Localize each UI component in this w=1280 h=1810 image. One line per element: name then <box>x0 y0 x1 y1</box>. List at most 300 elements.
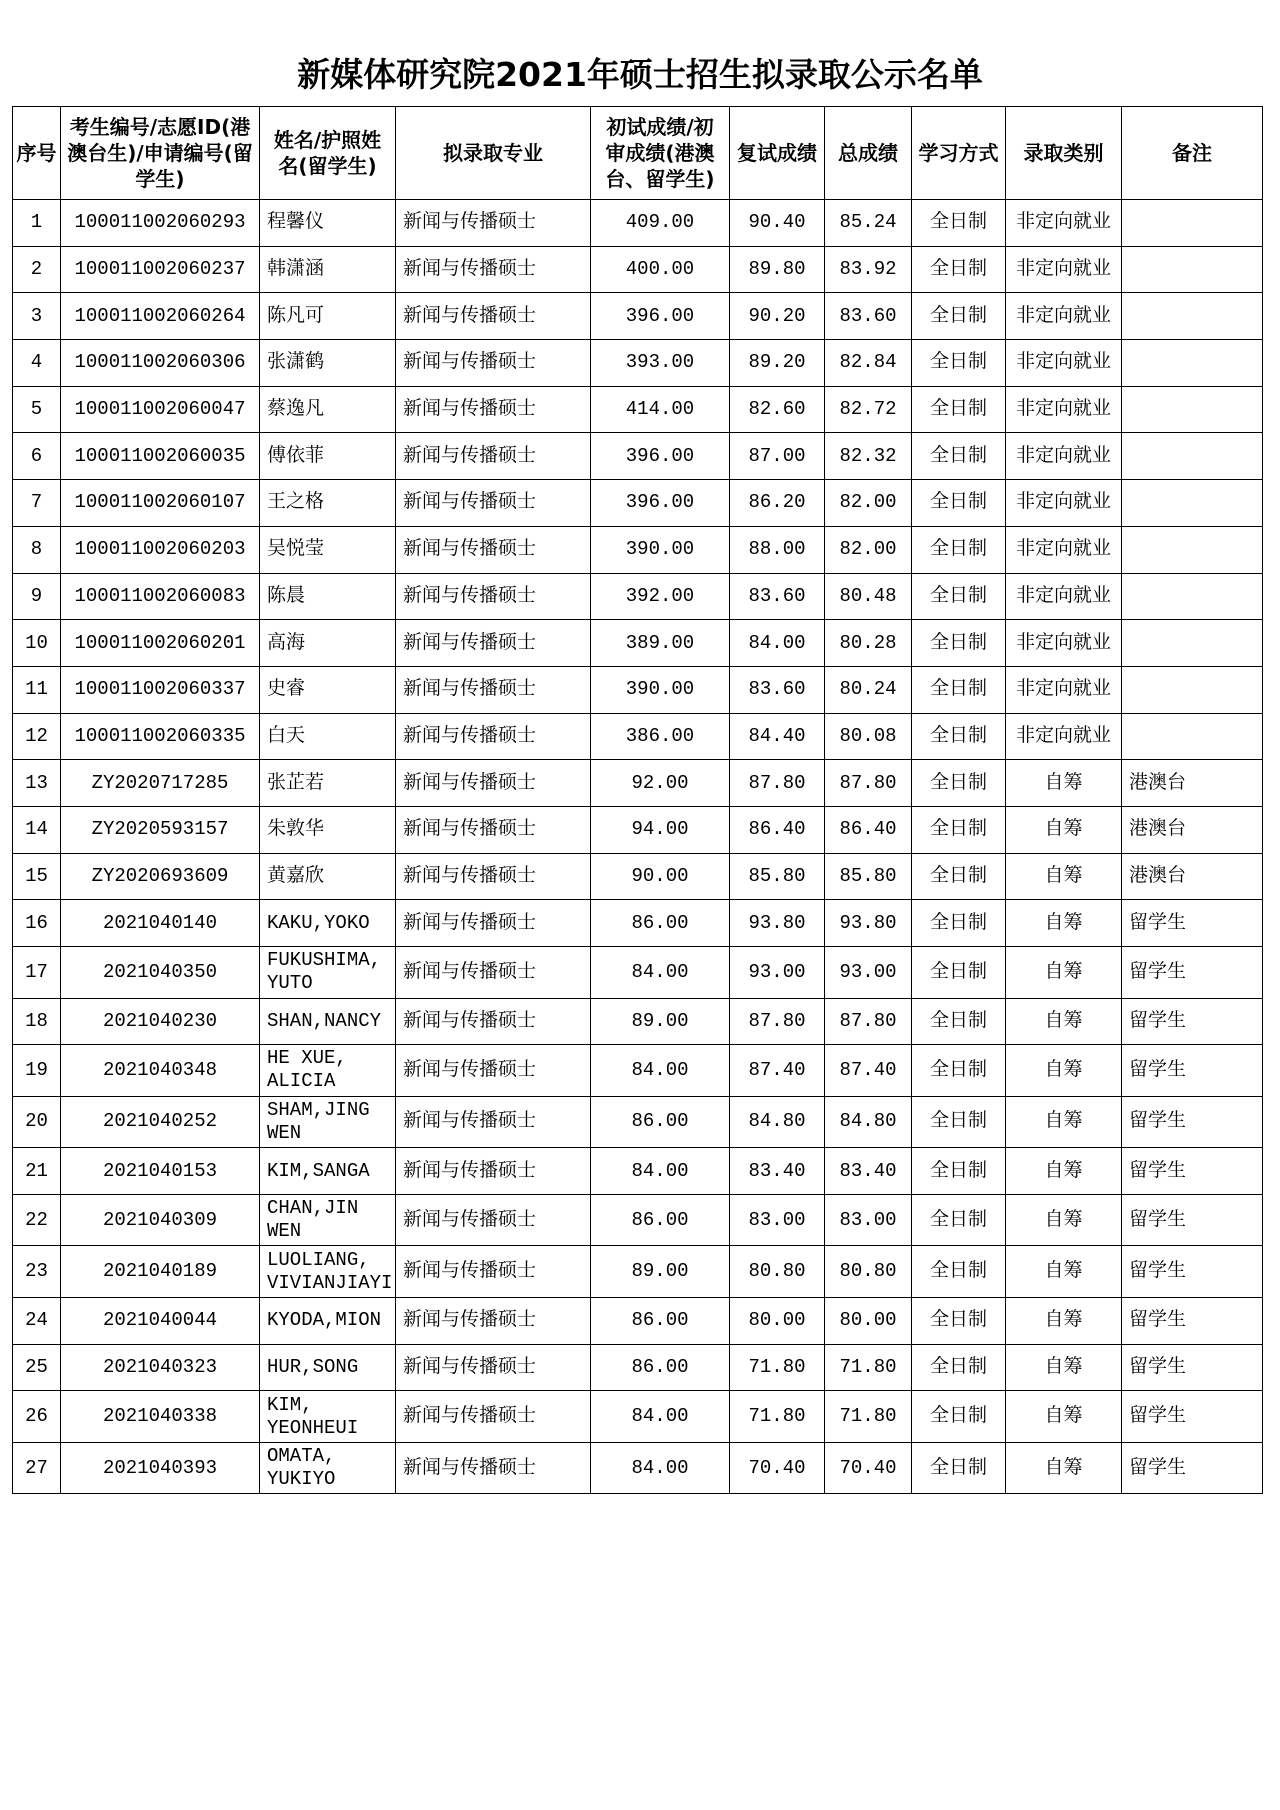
header-initial-score: 初试成绩/初 审成绩(港澳 台、留学生) <box>591 107 730 200</box>
cell-retest-score: 88.00 <box>730 526 825 573</box>
cell-major: 新闻与传播硕士 <box>396 998 591 1045</box>
cell-seq: 6 <box>13 433 61 480</box>
cell-admission-category: 非定向就业 <box>1006 526 1122 573</box>
cell-total-score: 84.80 <box>825 1096 912 1148</box>
cell-total-score: 82.32 <box>825 433 912 480</box>
cell-initial-score: 86.00 <box>591 1297 730 1344</box>
table-row <box>13 1194 1263 1246</box>
cell-name: 韩潇涵 <box>260 246 396 293</box>
cell-admission-category: 非定向就业 <box>1006 246 1122 293</box>
cell-total-score: 82.84 <box>825 340 912 387</box>
cell-major: 新闻与传播硕士 <box>396 340 591 387</box>
cell-candidate-id: 2021040252 <box>61 1096 260 1148</box>
cell-name: OMATA, YUKIYO <box>260 1442 396 1494</box>
cell-name: KYODA,MION <box>260 1297 396 1344</box>
table-row <box>13 1148 1263 1195</box>
cell-study-mode: 全日制 <box>912 1297 1006 1344</box>
cell-remark: 留学生 <box>1122 1344 1263 1391</box>
cell-major: 新闻与传播硕士 <box>396 620 591 667</box>
cell-name: 蔡逸凡 <box>260 386 396 433</box>
cell-study-mode: 全日制 <box>912 573 1006 620</box>
cell-remark: 留学生 <box>1122 1297 1263 1344</box>
cell-seq: 17 <box>13 947 61 999</box>
cell-candidate-id: 2021040348 <box>61 1045 260 1097</box>
cell-candidate-id: 2021040338 <box>61 1391 260 1443</box>
cell-major: 新闻与传播硕士 <box>396 853 591 900</box>
cell-retest-score: 82.60 <box>730 386 825 433</box>
cell-major: 新闻与传播硕士 <box>396 526 591 573</box>
cell-major: 新闻与传播硕士 <box>396 1246 591 1298</box>
cell-remark: 港澳台 <box>1122 806 1263 853</box>
cell-seq: 4 <box>13 340 61 387</box>
cell-seq: 3 <box>13 293 61 340</box>
cell-name: 黄嘉欣 <box>260 853 396 900</box>
cell-remark <box>1122 666 1263 713</box>
cell-admission-category: 自筹 <box>1006 1297 1122 1344</box>
header-remark: 备注 <box>1122 107 1263 200</box>
cell-retest-score: 71.80 <box>730 1391 825 1443</box>
cell-initial-score: 84.00 <box>591 1391 730 1443</box>
cell-initial-score: 84.00 <box>591 1148 730 1195</box>
cell-admission-category: 自筹 <box>1006 1045 1122 1097</box>
cell-study-mode: 全日制 <box>912 1045 1006 1097</box>
cell-study-mode: 全日制 <box>912 998 1006 1045</box>
cell-major: 新闻与传播硕士 <box>396 1194 591 1246</box>
cell-candidate-id: 2021040323 <box>61 1344 260 1391</box>
cell-total-score: 71.80 <box>825 1344 912 1391</box>
cell-initial-score: 90.00 <box>591 853 730 900</box>
cell-admission-category: 自筹 <box>1006 1344 1122 1391</box>
cell-candidate-id: 2021040350 <box>61 947 260 999</box>
cell-major: 新闻与传播硕士 <box>396 200 591 247</box>
cell-initial-score: 400.00 <box>591 246 730 293</box>
cell-major: 新闻与传播硕士 <box>396 900 591 947</box>
cell-initial-score: 390.00 <box>591 666 730 713</box>
cell-total-score: 93.80 <box>825 900 912 947</box>
cell-total-score: 82.00 <box>825 480 912 527</box>
cell-candidate-id: 100011002060237 <box>61 246 260 293</box>
cell-major: 新闻与传播硕士 <box>396 1391 591 1443</box>
cell-admission-category: 非定向就业 <box>1006 386 1122 433</box>
cell-major: 新闻与传播硕士 <box>396 246 591 293</box>
cell-initial-score: 84.00 <box>591 1442 730 1494</box>
table-row <box>13 526 1263 573</box>
cell-total-score: 87.40 <box>825 1045 912 1097</box>
cell-name: KIM,SANGA <box>260 1148 396 1195</box>
admission-list-table <box>12 106 1263 1494</box>
cell-retest-score: 87.80 <box>730 998 825 1045</box>
cell-seq: 18 <box>13 998 61 1045</box>
cell-admission-category: 非定向就业 <box>1006 200 1122 247</box>
cell-seq: 23 <box>13 1246 61 1298</box>
cell-remark <box>1122 386 1263 433</box>
cell-major: 新闻与传播硕士 <box>396 433 591 480</box>
cell-total-score: 83.92 <box>825 246 912 293</box>
cell-retest-score: 90.40 <box>730 200 825 247</box>
cell-seq: 2 <box>13 246 61 293</box>
cell-initial-score: 386.00 <box>591 713 730 760</box>
cell-remark: 留学生 <box>1122 900 1263 947</box>
cell-total-score: 87.80 <box>825 760 912 807</box>
cell-major: 新闻与传播硕士 <box>396 480 591 527</box>
cell-major: 新闻与传播硕士 <box>396 947 591 999</box>
cell-candidate-id: 2021040393 <box>61 1442 260 1494</box>
cell-study-mode: 全日制 <box>912 433 1006 480</box>
cell-study-mode: 全日制 <box>912 1148 1006 1195</box>
header-study-mode: 学习方式 <box>912 107 1006 200</box>
cell-total-score: 82.00 <box>825 526 912 573</box>
cell-study-mode: 全日制 <box>912 806 1006 853</box>
table-row <box>13 760 1263 807</box>
cell-name: 高海 <box>260 620 396 667</box>
cell-retest-score: 83.00 <box>730 1194 825 1246</box>
cell-remark: 留学生 <box>1122 1045 1263 1097</box>
cell-admission-category: 自筹 <box>1006 1442 1122 1494</box>
cell-name: KIM, YEONHEUI <box>260 1391 396 1443</box>
cell-name: 白天 <box>260 713 396 760</box>
cell-seq: 27 <box>13 1442 61 1494</box>
cell-seq: 25 <box>13 1344 61 1391</box>
cell-candidate-id: ZY2020717285 <box>61 760 260 807</box>
cell-major: 新闻与传播硕士 <box>396 293 591 340</box>
cell-admission-category: 非定向就业 <box>1006 480 1122 527</box>
cell-initial-score: 84.00 <box>591 947 730 999</box>
cell-study-mode: 全日制 <box>912 1442 1006 1494</box>
cell-admission-category: 非定向就业 <box>1006 573 1122 620</box>
cell-remark: 留学生 <box>1122 1246 1263 1298</box>
table-row <box>13 666 1263 713</box>
cell-major: 新闻与传播硕士 <box>396 573 591 620</box>
cell-admission-category: 自筹 <box>1006 1148 1122 1195</box>
cell-retest-score: 70.40 <box>730 1442 825 1494</box>
cell-retest-score: 83.60 <box>730 666 825 713</box>
table-row <box>13 806 1263 853</box>
cell-major: 新闻与传播硕士 <box>396 760 591 807</box>
header-row <box>13 107 1263 200</box>
cell-major: 新闻与传播硕士 <box>396 1045 591 1097</box>
cell-study-mode: 全日制 <box>912 246 1006 293</box>
cell-remark: 港澳台 <box>1122 853 1263 900</box>
cell-initial-score: 396.00 <box>591 293 730 340</box>
cell-retest-score: 83.40 <box>730 1148 825 1195</box>
header-major: 拟录取专业 <box>396 107 591 200</box>
cell-seq: 12 <box>13 713 61 760</box>
cell-remark <box>1122 433 1263 480</box>
cell-admission-category: 非定向就业 <box>1006 433 1122 480</box>
table-row <box>13 480 1263 527</box>
cell-remark: 留学生 <box>1122 1096 1263 1148</box>
table-row <box>13 1297 1263 1344</box>
cell-name: HUR,SONG <box>260 1344 396 1391</box>
cell-name: 陈凡可 <box>260 293 396 340</box>
cell-major: 新闻与传播硕士 <box>396 1297 591 1344</box>
cell-initial-score: 86.00 <box>591 900 730 947</box>
header-total-score: 总成绩 <box>825 107 912 200</box>
cell-study-mode: 全日制 <box>912 1096 1006 1148</box>
cell-name: KAKU,YOKO <box>260 900 396 947</box>
cell-retest-score: 87.80 <box>730 760 825 807</box>
cell-initial-score: 396.00 <box>591 433 730 480</box>
cell-study-mode: 全日制 <box>912 340 1006 387</box>
table-row <box>13 713 1263 760</box>
table-row <box>13 573 1263 620</box>
cell-seq: 14 <box>13 806 61 853</box>
cell-candidate-id: 2021040140 <box>61 900 260 947</box>
cell-candidate-id: 100011002060293 <box>61 200 260 247</box>
cell-admission-category: 自筹 <box>1006 998 1122 1045</box>
cell-name: FUKUSHIMA, YUTO <box>260 947 396 999</box>
cell-initial-score: 409.00 <box>591 200 730 247</box>
cell-retest-score: 85.80 <box>730 853 825 900</box>
table-row <box>13 1045 1263 1097</box>
table-row <box>13 900 1263 947</box>
table-row <box>13 293 1263 340</box>
cell-total-score: 80.00 <box>825 1297 912 1344</box>
cell-name: 程馨仪 <box>260 200 396 247</box>
cell-seq: 21 <box>13 1148 61 1195</box>
cell-study-mode: 全日制 <box>912 666 1006 713</box>
cell-retest-score: 90.20 <box>730 293 825 340</box>
cell-total-score: 71.80 <box>825 1391 912 1443</box>
cell-admission-category: 自筹 <box>1006 1391 1122 1443</box>
header-admission-category: 录取类别 <box>1006 107 1122 200</box>
cell-remark: 留学生 <box>1122 1194 1263 1246</box>
cell-total-score: 83.60 <box>825 293 912 340</box>
cell-major: 新闻与传播硕士 <box>396 666 591 713</box>
cell-major: 新闻与传播硕士 <box>396 1442 591 1494</box>
cell-major: 新闻与传播硕士 <box>396 1344 591 1391</box>
cell-admission-category: 非定向就业 <box>1006 666 1122 713</box>
cell-seq: 5 <box>13 386 61 433</box>
cell-admission-category: 自筹 <box>1006 806 1122 853</box>
table-row <box>13 246 1263 293</box>
cell-name: 张芷若 <box>260 760 396 807</box>
table-row <box>13 1442 1263 1494</box>
cell-initial-score: 393.00 <box>591 340 730 387</box>
cell-remark <box>1122 340 1263 387</box>
cell-retest-score: 86.20 <box>730 480 825 527</box>
cell-seq: 11 <box>13 666 61 713</box>
table-row <box>13 433 1263 480</box>
cell-name: 史睿 <box>260 666 396 713</box>
cell-retest-score: 80.80 <box>730 1246 825 1298</box>
cell-total-score: 86.40 <box>825 806 912 853</box>
cell-retest-score: 87.40 <box>730 1045 825 1097</box>
cell-total-score: 80.28 <box>825 620 912 667</box>
table-row <box>13 620 1263 667</box>
cell-name: CHAN,JIN WEN <box>260 1194 396 1246</box>
cell-candidate-id: 100011002060201 <box>61 620 260 667</box>
cell-name: 陈晨 <box>260 573 396 620</box>
cell-admission-category: 自筹 <box>1006 900 1122 947</box>
cell-remark: 留学生 <box>1122 947 1263 999</box>
cell-initial-score: 94.00 <box>591 806 730 853</box>
cell-total-score: 83.40 <box>825 1148 912 1195</box>
header-retest-score: 复试成绩 <box>730 107 825 200</box>
cell-candidate-id: 100011002060264 <box>61 293 260 340</box>
table-row <box>13 1344 1263 1391</box>
cell-remark: 港澳台 <box>1122 760 1263 807</box>
cell-total-score: 85.24 <box>825 200 912 247</box>
cell-initial-score: 89.00 <box>591 998 730 1045</box>
cell-name: SHAM,JING WEN <box>260 1096 396 1148</box>
table-row <box>13 200 1263 247</box>
cell-seq: 15 <box>13 853 61 900</box>
cell-study-mode: 全日制 <box>912 1246 1006 1298</box>
cell-seq: 7 <box>13 480 61 527</box>
cell-remark <box>1122 713 1263 760</box>
cell-remark <box>1122 246 1263 293</box>
cell-admission-category: 自筹 <box>1006 947 1122 999</box>
cell-initial-score: 396.00 <box>591 480 730 527</box>
cell-seq: 24 <box>13 1297 61 1344</box>
cell-total-score: 70.40 <box>825 1442 912 1494</box>
cell-candidate-id: 100011002060107 <box>61 480 260 527</box>
cell-initial-score: 390.00 <box>591 526 730 573</box>
cell-admission-category: 自筹 <box>1006 853 1122 900</box>
cell-admission-category: 非定向就业 <box>1006 713 1122 760</box>
cell-study-mode: 全日制 <box>912 293 1006 340</box>
cell-initial-score: 392.00 <box>591 573 730 620</box>
cell-study-mode: 全日制 <box>912 200 1006 247</box>
cell-remark <box>1122 573 1263 620</box>
cell-major: 新闻与传播硕士 <box>396 806 591 853</box>
cell-admission-category: 非定向就业 <box>1006 340 1122 387</box>
cell-candidate-id: 100011002060203 <box>61 526 260 573</box>
cell-retest-score: 84.80 <box>730 1096 825 1148</box>
cell-admission-category: 非定向就业 <box>1006 293 1122 340</box>
table-row <box>13 1391 1263 1443</box>
header-candidate-id: 考生编号/志愿ID(港 澳台生)/申请编号(留 学生) <box>61 107 260 200</box>
cell-remark: 留学生 <box>1122 998 1263 1045</box>
cell-total-score: 87.80 <box>825 998 912 1045</box>
cell-total-score: 80.24 <box>825 666 912 713</box>
cell-major: 新闻与传播硕士 <box>396 1096 591 1148</box>
cell-study-mode: 全日制 <box>912 1391 1006 1443</box>
cell-total-score: 80.48 <box>825 573 912 620</box>
cell-admission-category: 自筹 <box>1006 1246 1122 1298</box>
cell-retest-score: 84.40 <box>730 713 825 760</box>
table-row <box>13 386 1263 433</box>
table-row <box>13 998 1263 1045</box>
cell-candidate-id: 2021040309 <box>61 1194 260 1246</box>
cell-seq: 16 <box>13 900 61 947</box>
cell-retest-score: 71.80 <box>730 1344 825 1391</box>
cell-retest-score: 84.00 <box>730 620 825 667</box>
cell-candidate-id: 2021040189 <box>61 1246 260 1298</box>
cell-retest-score: 93.80 <box>730 900 825 947</box>
cell-remark: 留学生 <box>1122 1391 1263 1443</box>
cell-total-score: 83.00 <box>825 1194 912 1246</box>
cell-retest-score: 89.20 <box>730 340 825 387</box>
cell-total-score: 80.80 <box>825 1246 912 1298</box>
cell-retest-score: 93.00 <box>730 947 825 999</box>
cell-study-mode: 全日制 <box>912 900 1006 947</box>
cell-total-score: 93.00 <box>825 947 912 999</box>
header-seq: 序号 <box>13 107 61 200</box>
cell-retest-score: 89.80 <box>730 246 825 293</box>
cell-remark <box>1122 620 1263 667</box>
cell-initial-score: 86.00 <box>591 1344 730 1391</box>
cell-study-mode: 全日制 <box>912 1194 1006 1246</box>
cell-admission-category: 自筹 <box>1006 1096 1122 1148</box>
cell-name: SHAN,NANCY <box>260 998 396 1045</box>
cell-remark <box>1122 293 1263 340</box>
cell-study-mode: 全日制 <box>912 1344 1006 1391</box>
cell-admission-category: 非定向就业 <box>1006 620 1122 667</box>
cell-initial-score: 389.00 <box>591 620 730 667</box>
table-row <box>13 340 1263 387</box>
table-body <box>13 200 1263 1494</box>
cell-study-mode: 全日制 <box>912 760 1006 807</box>
cell-major: 新闻与传播硕士 <box>396 1148 591 1195</box>
cell-retest-score: 87.00 <box>730 433 825 480</box>
cell-candidate-id: ZY2020693609 <box>61 853 260 900</box>
cell-remark <box>1122 200 1263 247</box>
cell-study-mode: 全日制 <box>912 386 1006 433</box>
cell-major: 新闻与传播硕士 <box>396 386 591 433</box>
cell-retest-score: 83.60 <box>730 573 825 620</box>
table-row <box>13 1096 1263 1148</box>
cell-name: HE XUE, ALICIA <box>260 1045 396 1097</box>
cell-seq: 9 <box>13 573 61 620</box>
cell-seq: 19 <box>13 1045 61 1097</box>
cell-seq: 20 <box>13 1096 61 1148</box>
cell-initial-score: 86.00 <box>591 1096 730 1148</box>
table-row <box>13 853 1263 900</box>
cell-study-mode: 全日制 <box>912 620 1006 667</box>
cell-candidate-id: 2021040153 <box>61 1148 260 1195</box>
cell-seq: 10 <box>13 620 61 667</box>
cell-candidate-id: 2021040044 <box>61 1297 260 1344</box>
header-name: 姓名/护照姓 名(留学生) <box>260 107 396 200</box>
cell-name: 傅依菲 <box>260 433 396 480</box>
cell-study-mode: 全日制 <box>912 947 1006 999</box>
cell-name: 朱敦华 <box>260 806 396 853</box>
cell-initial-score: 92.00 <box>591 760 730 807</box>
cell-admission-category: 自筹 <box>1006 760 1122 807</box>
cell-initial-score: 414.00 <box>591 386 730 433</box>
cell-seq: 1 <box>13 200 61 247</box>
cell-remark <box>1122 480 1263 527</box>
table-row <box>13 1246 1263 1298</box>
cell-name: 吴悦莹 <box>260 526 396 573</box>
table-row <box>13 947 1263 999</box>
cell-initial-score: 86.00 <box>591 1194 730 1246</box>
cell-name: 张潇鹤 <box>260 340 396 387</box>
cell-study-mode: 全日制 <box>912 853 1006 900</box>
cell-remark: 留学生 <box>1122 1148 1263 1195</box>
cell-remark <box>1122 526 1263 573</box>
cell-candidate-id: 100011002060035 <box>61 433 260 480</box>
cell-name: LUOLIANG, VIVIANJIAYI <box>260 1246 396 1298</box>
cell-retest-score: 80.00 <box>730 1297 825 1344</box>
cell-candidate-id: 100011002060047 <box>61 386 260 433</box>
cell-initial-score: 89.00 <box>591 1246 730 1298</box>
cell-admission-category: 自筹 <box>1006 1194 1122 1246</box>
cell-candidate-id: 100011002060335 <box>61 713 260 760</box>
cell-study-mode: 全日制 <box>912 480 1006 527</box>
cell-total-score: 85.80 <box>825 853 912 900</box>
cell-study-mode: 全日制 <box>912 526 1006 573</box>
cell-seq: 26 <box>13 1391 61 1443</box>
cell-seq: 8 <box>13 526 61 573</box>
cell-seq: 13 <box>13 760 61 807</box>
cell-candidate-id: 2021040230 <box>61 998 260 1045</box>
cell-candidate-id: 100011002060083 <box>61 573 260 620</box>
cell-study-mode: 全日制 <box>912 713 1006 760</box>
cell-remark: 留学生 <box>1122 1442 1263 1494</box>
